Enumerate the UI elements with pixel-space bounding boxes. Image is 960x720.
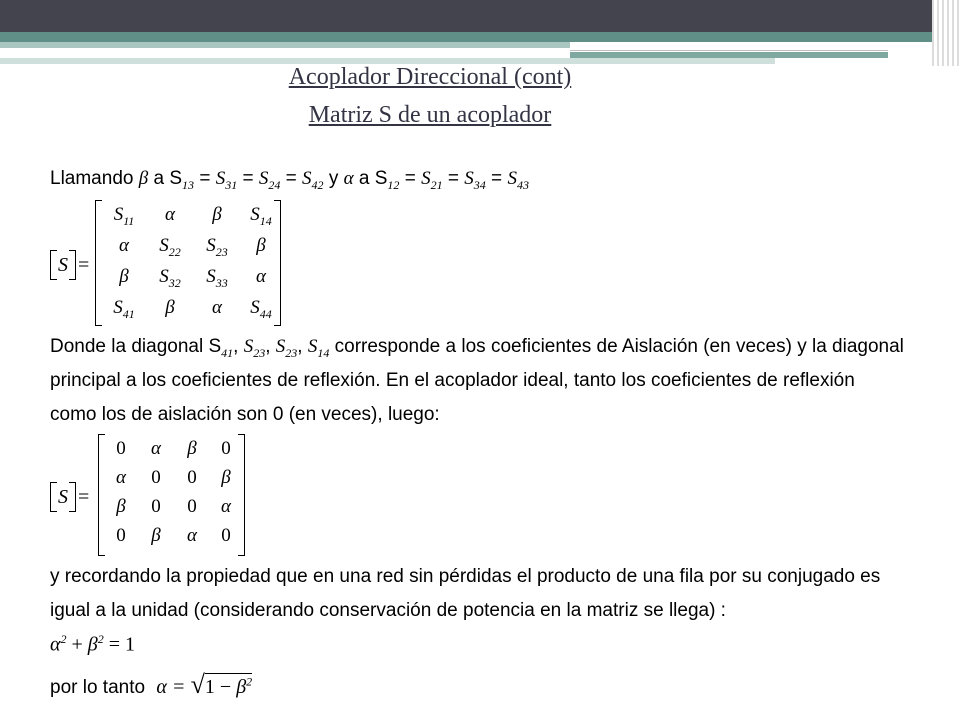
matrix2-cell-3-1: β [116, 496, 126, 517]
matrix2-cell-2-4: β [221, 467, 231, 488]
matrix2-cell-3-4: α [221, 496, 231, 517]
matrix2-cell-2-3: 0 [187, 467, 197, 488]
alpha-symbol: α [343, 168, 354, 189]
matrix2-cell-1-2: α [151, 438, 161, 459]
diag-terms: $S_{41}$, $S_{23}$, $S_{23}$, $S_{14}$ [208, 336, 330, 360]
header-white-band [570, 42, 888, 51]
header-dark-bar [0, 0, 960, 32]
slide-title: Acoplador Direccional (cont) [288, 64, 572, 90]
matrix2-cell-4-3: α [187, 525, 197, 546]
para2-line2: igual a la unidad (considerando conservación de potencia en la matriz se llega) : [50, 600, 726, 621]
matrix1-cell-3-4: α [256, 266, 266, 287]
matrix2-cell-1-3: β [187, 438, 197, 459]
matrix1-cell-2-1: α [119, 235, 129, 256]
matrix1-cell-3-1: β [119, 266, 129, 287]
matrix2-cell-4-2: β [151, 525, 161, 546]
sqrt-sign: √ [190, 670, 205, 699]
alpha-equals: α = [156, 676, 186, 698]
header-light-band [0, 42, 570, 48]
matrix1-label: S = [50, 250, 89, 280]
matrix1-cell-2-2: $S_{22}$ [159, 235, 181, 259]
matrix1-cell-4-1: $S_{41}$ [113, 297, 135, 321]
matrix1-cell-4-2: β [165, 297, 175, 318]
intro-y: y [328, 168, 339, 189]
matrix2-label: S = [50, 482, 89, 512]
matrix2-cell-4-4: 0 [221, 525, 231, 546]
matrix1-cell-4-3: α [212, 297, 222, 318]
matrix1-cell-4-4: $S_{44}$ [250, 297, 272, 321]
matrix1-cell-3-2: $S_{32}$ [159, 266, 181, 290]
norm-equation: $\alpha^2 + \beta^2 = 1$ [50, 632, 136, 656]
eq2-terms: $S_{12} = S_{21} = S_{34} = S_{43}$ [374, 168, 529, 192]
matrix1-cell-1-3: β [212, 204, 222, 225]
eq1-terms: $S_{13} = S_{31} = S_{24} = S_{42}$ [169, 168, 324, 192]
para2-line1: y recordando la propiedad que en una red sin pérdidas el producto de una fila por su conjugado es [50, 566, 881, 587]
matrix1-cell-1-4: $S_{14}$ [250, 204, 272, 228]
intro-word: Llamando [50, 168, 134, 189]
conclusion-line: por lo tanto $\alpha = √1 - \beta^2$ [50, 670, 253, 699]
matrix2-cell-1-4: 0 [221, 438, 231, 459]
matrix2-cell-3-3: 0 [187, 496, 197, 517]
matrix1-left-bracket [95, 200, 102, 326]
para1-line1: Donde la diagonal $S_{41}$, $S_{23}$, $S_{23}$, $S_{14}$ corresponde a los coeficientes de Aislación (en veces) y la diagonal [50, 336, 904, 360]
para1-line3: como los de aislación son 0 (en veces), luego: [50, 404, 440, 425]
matrix2-grid [104, 438, 242, 554]
matrix1-grid [102, 204, 282, 328]
matrix2-cell-3-2: 0 [151, 496, 161, 517]
slide-subtitle: Matriz S de un acoplador [308, 102, 552, 128]
header-stripes [932, 0, 960, 66]
intro-a: a [153, 168, 165, 189]
sqrt-radicand: $1 - \beta^2$ [204, 674, 253, 698]
matrix2-cell-2-1: α [116, 467, 126, 488]
para1-line2: principal a los coeficientes de reflexión. En el acoplador ideal, tanto los coeficientes de reflexión [50, 370, 855, 391]
matrix2-cell-4-1: 0 [116, 525, 126, 546]
header-teal-band [0, 32, 960, 42]
matrix2-cell-1-1: 0 [116, 438, 126, 459]
intro-a2: a [358, 168, 370, 189]
beta-symbol: β [138, 168, 149, 189]
matrix2-cell-2-2: 0 [151, 467, 161, 488]
matrix1-cell-3-3: $S_{33}$ [206, 266, 228, 290]
matrix1-cell-2-3: $S_{23}$ [206, 235, 228, 259]
matrix1-cell-1-2: α [165, 204, 175, 225]
matrix1-cell-2-4: β [256, 235, 266, 256]
matrix1-cell-1-1: $S_{11}$ [113, 204, 135, 228]
intro-line [50, 168, 529, 193]
